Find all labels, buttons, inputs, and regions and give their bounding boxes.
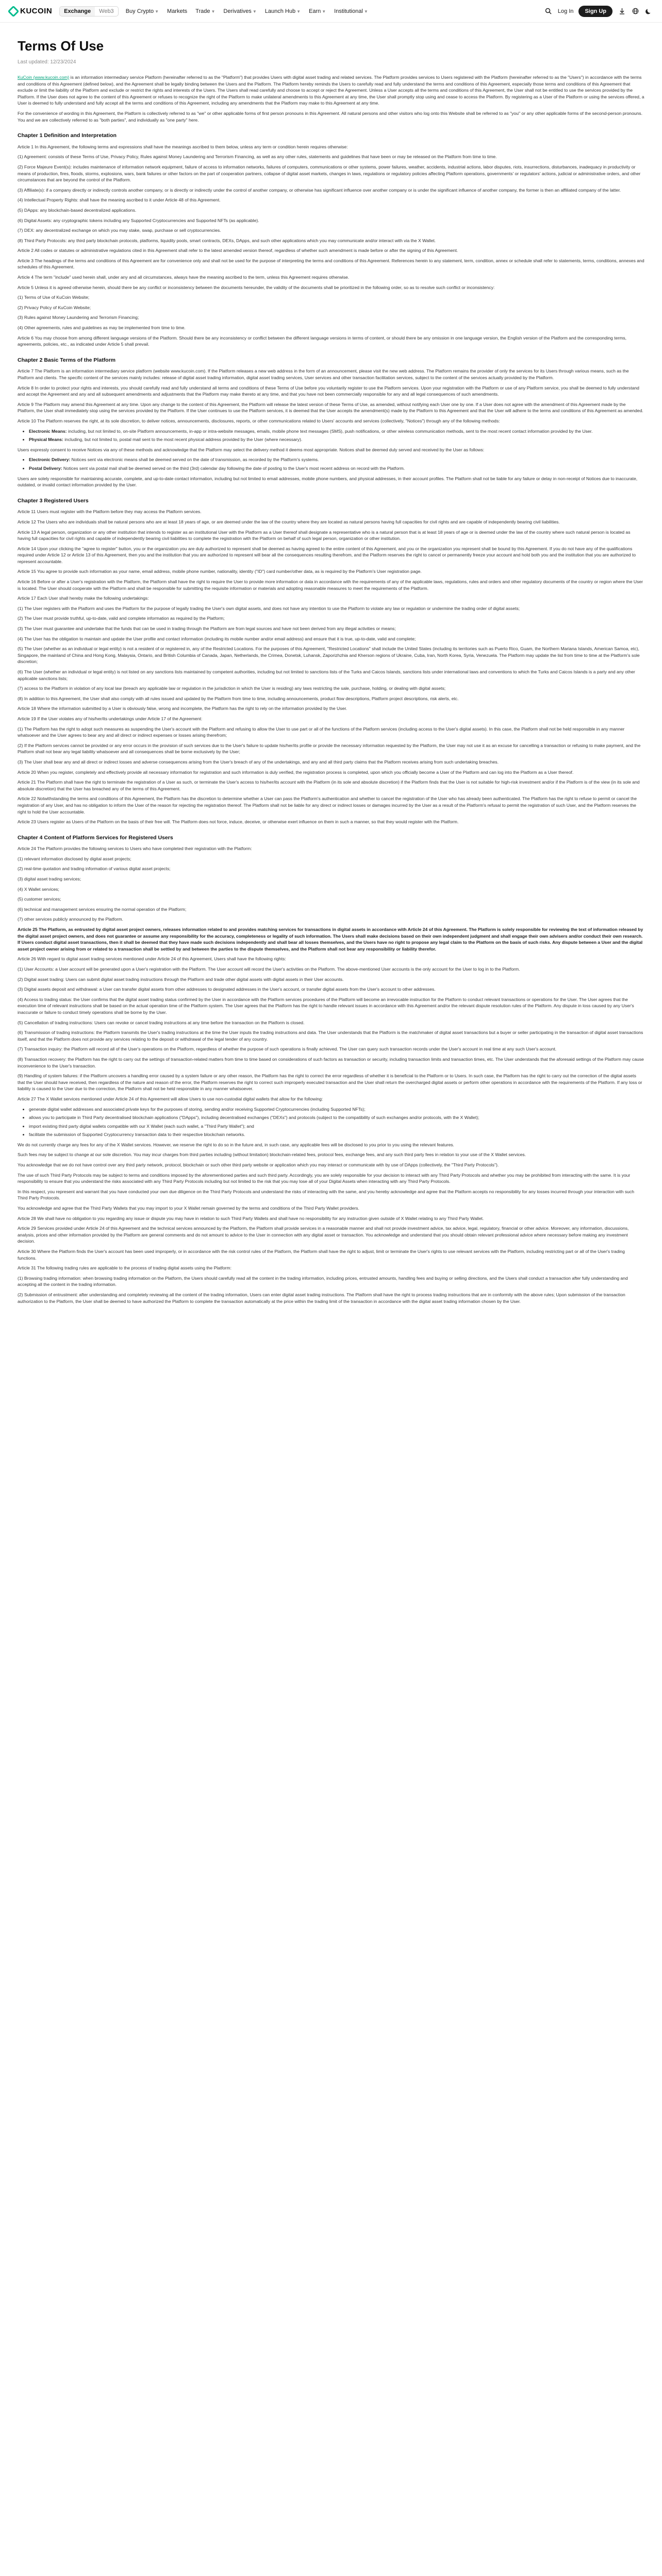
wallet-features-list <box>29 1106 644 1138</box>
paragraph: (1) Browsing trading information: when browsing trading information on the Platform, the Users should carefully read all the content in the trading information, including prices, entrusted amounts, handling fees and buying or selling directions, and the Users shall conduct a transaction after fully understanding and accepting all the content in the trading information. <box>18 1275 628 1287</box>
kucoin-logo-icon <box>8 5 20 17</box>
sections-container <box>18 132 644 1304</box>
paragraph: (3) digital asset trading services; <box>18 876 81 882</box>
page-title: Terms Of Use <box>18 38 104 54</box>
top-navigation-bar <box>0 0 662 23</box>
paragraph: Article 30 Where the Platform finds the User's account has been used improperly, or in accordance with the risk control rules of the Platform, the Platform shall have the right to adjust, limit or terminate the User's rights to use relevant services with the Platform, including restricting part or all of the User's trading functions. <box>18 1249 625 1261</box>
last-updated: Last updated: 12/23/2024 <box>18 59 76 65</box>
auth-area <box>544 6 653 17</box>
nav-earn-label: Earn <box>308 8 321 14</box>
list-item-text: Notices sent via postal mail shall be deemed served on the third (3rd) calendar day following the date of posting to the User's most recent address on record with the Platform. <box>63 465 405 471</box>
paragraph: Article 3 The headings of the terms and conditions of this Agreement are for convenience only and shall not be used for the purpose of interpreting the terms and conditions of this Agreement. References herein to any statement, term, condition, annex or schedule shall refer to statements, terms, conditions, annexes and schedules of this Agreement. <box>18 258 644 270</box>
chevron-down-icon: ▼ <box>155 9 159 14</box>
paragraph: Article 16 Before or after a User's registration with the Platform, the Platform shall have the right to require the User to provide more information or data in accordance with the requirements of any of the applicable laws, regulations, rules and orders and other regulatory documents of the country or region where the User is located. The User should cooperate with the Platform and shall be responsible for submitting the requisite information or materials and adopting reasonable measures to meet the requirements of the Platform. <box>18 579 643 591</box>
paragraph: (5) customer services; <box>18 896 61 902</box>
paragraph: Article 11 Users must register with the Platform before they may access the Platform services. <box>18 509 202 515</box>
section-heading: Chapter 3 Registered Users <box>18 497 89 504</box>
nav-markets[interactable]: Markets <box>167 8 188 14</box>
chevron-down-icon: ▼ <box>363 9 368 14</box>
section-heading: Chapter 4 Content of Platform Services for Registered Users <box>18 834 173 841</box>
paragraph: (2) Submission of entrustment: after understanding and completely reviewing all the content of the trading information, Users can enter digital asset trading instructions. The Platform shall have the right to process trading instructions that are in conformity with the above rules; Upon submission of the transaction authorization to the Platform, the User shall be deemed to have authorized the Platform to complete the transaction automatically at the price within the trading limit of the transaction in accordance with the digital asset trading information chosen by the User. <box>18 1292 625 1304</box>
paragraph: (3) Digital assets deposit and withdrawal: a User can transfer digital assets from other addresses to designated addresses in the User's account, or transfer digital assets from the User's account to other addresses. <box>18 987 436 992</box>
paragraph: (3) The User shall bear any and all direct or indirect losses and adverse consequences arising from the User's breach of any of the undertakings, and any and all third party claims that the Platform receives arising from such undertaking breaches. <box>18 759 499 765</box>
paragraph: (3) Affiliate(s): if a company directly or indirectly controls another company, or is directly or indirectly under the control of another company, or otherwise has significant influence over another company or is under the significant influence of another company, the former is then an affiliated company of the latter. <box>18 187 621 193</box>
paragraph: (1) User Accounts: a User account will be generated upon a User's registration with the Platform. The User account will record the User's activities on the Platform. The above-mentioned User accounts is the only account for the User to log in to the Platform. <box>18 967 520 972</box>
paragraph: (2) If the Platform services cannot be provided or any error occurs in the provision of such services due to the User's failure to update his/her/its profile or provide the necessary information requested by the Platform, the User may not use it as an excuse for cancelling a transaction or refusing to make payment, and the Platform shall not bear any legal liability whatsoever and all consequences shall be borne exclusively by the User; <box>18 742 641 755</box>
paragraph: Article 17 Each User shall hereby make the following undertakings: <box>18 596 149 601</box>
paragraph: Article 31 The following trading rules are applicable to the process of trading digital assets using the Platform: <box>18 1265 231 1271</box>
paragraph: (4) Access to trading status: the User confirms that the digital asset trading status confirmed by the User in accordance with the Platform services procedures of the Platform will become an irrevocable instruction for the Platform to conduct relevant transactions or operations for the User. The User agrees that the execution time of relevant instructions shall be based on the actual operation time of the Platform system. The User agrees that the Platform has the right to handle relevant issues in accordance with this Agreement and/or the relevant dispute resolution rules of the Platform. Any dispute in loss caused by any User's inaccurate or failure to conduct timely operations shall be borne by the User. <box>18 996 634 1015</box>
paragraph: (7) other services publicly announced by the Platform. <box>18 917 123 922</box>
paragraph: (1) Agreement: consists of these Terms of Use, Privacy Policy, Rules against Money Laundering and Terrorism Financing, as well as any other rules, statements and guidelines that have been or may be released on the Platform from time to time. <box>18 154 497 160</box>
paragraph: (7) Transaction inquiry: the Platform will record all of the User's operations on the Platform, regardless of whether the purpose of such operations is finally achieved. The User can query such transaction records under the User's account in real time at any such User's account. <box>18 1046 557 1052</box>
paragraph: You acknowledge and agree that the Third Party Wallets that you may import to your X Wallet remain governed by the terms and conditions of the Third Party Wallet providers. <box>18 1206 359 1211</box>
list-item: • generate digital wallet addresses and associated private keys for the purposes of storing, sending and/or receiving Supported Cryptocurrencies (including Supported NFTs); <box>29 1106 644 1113</box>
paragraph: Article 19 If the User violates any of his/her/its undertakings under Article 17 of the Agreement: <box>18 716 203 721</box>
paragraph: Article 1 In this Agreement, the following terms and expressions shall have the meanings ascribed to them below, unless any term or condition herein requires otherwise: <box>18 144 348 149</box>
list-item: • import existing third party digital wallets compatible with our X Wallet (each such wallet, a "Third Party Wallet"); and <box>29 1123 644 1130</box>
paragraph: Article 7 The Platform is an information intermediary service platform (website www.kucoin.com). If the Platform releases a new web address in the form of an announcement, please visit the new web address. The Platform remains the provider of only the services for its Users through various means, such as the Platform and clients. The specific content of the services mainly includes: release of digital asset trading information, digital asset trading services, User services and other transaction facilitation services, subject to the content of the services actually provided by the Platform. <box>18 368 629 380</box>
list-item: • facilitate the submission of Supported Cryptocurrency transaction data to their respective blockchain networks. <box>29 1131 644 1138</box>
paragraph: (3) Rules against Money Laundering and Terrorism Financing; <box>18 315 139 320</box>
bold-paragraph: Article 25 The Platform, as entrusted by digital asset project owners, releases information related to and provides matching services for transactions in digital assets in accordance with Article 24 of this Agreement. The Platform is solely responsible for reviewing the text of information released by the digital asset project owners, and does not guarantee or assume any responsibility for the accuracy, completeness or legality of such information. The Users shall make decisions based on their own independent judgment and shall engage their own advisers and/or conduct their own research. If Users conduct digital asset transactions, then it shall be deemed that they have made such decisions independently and shall bear all losses themselves, and the Users have no right to propose any legal claim to the Platform on the basis of such risks. Any dispute between a User and the digital asset project owner arising from or related to a transaction shall be settled by and between the parties to the dispute themselves, and the Platform shall not bear any responsibility or liability therefor. <box>18 927 643 952</box>
list-item-text: Notices sent via electronic means shall be deemed served on the date of transmission, as recorded by the Platform's systems. <box>71 457 319 463</box>
paragraph: Users expressly consent to receive Notices via any of these methods and acknowledge that the Platform may select the delivery method it deems most appropriate. Notices shall be deemed duly served and received by the User as follows: <box>18 447 485 452</box>
list-item-label: Postal Delivery: <box>29 465 63 471</box>
paragraph: We do not currently charge any fees for any of the X Wallet services. However, we reserve the right to do so in the future and, in such case, any applicable fees will be disclosed to you prior to you using the relevant features. <box>18 1142 454 1147</box>
paragraph: Article 10 The Platform reserves the right, at its sole discretion, to deliver notices, announcements, disclosures, reports, or other communications related to Users' accounts and services (collectively, "Notices") through any of the following methods: <box>18 418 500 423</box>
chevron-down-icon: ▼ <box>296 9 301 14</box>
paragraph: Article 8 In order to protect your rights and interests, you should carefully read and fully understand all terms and conditions of these Terms of Use before you voluntarily register to use the Platform services. Upon your registration with the Platform or use of any Platform service, you shall be deemed to fully understand and accept the Agreement and any and all subsequent amendments and adjustments that the Platform may make thereto at any time, and that you have not been commercially responsible for any and all legal consequences of such amendments. <box>18 385 639 397</box>
list-item <box>29 428 644 435</box>
kucoin-site-link[interactable]: KuCoin (www.kucoin.com) <box>18 75 70 80</box>
globe-icon[interactable] <box>631 7 639 15</box>
paragraph: Article 15 You agree to provide such information as your name, email address, mobile phone number, nationality, identity ("ID") card number/other data, as is required by the Platform's User registration page. <box>18 569 422 574</box>
list-item: • allows you to participate in Third Party decentralised blockchain applications ("DApps"), including decentralised exchanges ("DEXs") and protocols (subject to the compatibility of such exchanges and/or protocols, with the X Wallet); <box>29 1114 644 1121</box>
paragraph: (4) Other agreements, rules and guidelines as may be implemented from time to time. <box>18 325 186 331</box>
terms-body <box>18 74 644 1304</box>
nav-buy-crypto[interactable] <box>126 8 159 14</box>
list-item-text: including, but not limited to, on-site Platform announcements, in-app or intra-website messages, emails, mobile phone text messages (SMS), push notifications, or other wireless communication methods, sent to the most recent contact information provided by the User. <box>68 428 593 434</box>
notice-methods-list <box>29 428 644 443</box>
list-item-label: Physical Means: <box>29 437 65 443</box>
paragraph: (6) technical and management services ensuring the normal operation of the Platform; <box>18 906 187 912</box>
list-item <box>29 465 644 472</box>
nav-launch-hub[interactable] <box>265 8 301 14</box>
nav-earn[interactable] <box>309 8 326 14</box>
paragraph: (7) DEX: any decentralized exchange on which you may stake, swap, purchase or sell cryptocurrencies. <box>18 228 221 233</box>
login-link[interactable]: Log In <box>557 8 574 14</box>
paragraph: (2) Force Majeure Event(s): includes maintenance of information network equipment, failure of access to information networks, failures of computers, communications or other systems, power failures, weather, accidents, industrial actions, labor disputes, riots, insurrections, disturbances, inadequacy in productivity or means of production, fires, floods, storms, explosions, wars, bank failures or other factors on the part of cooperation partners, collapse of digital asset markets, changes in laws, regulations or regulatory policies affecting Platform operations, governments' or regulators' actions, judicial or administrative orders, and other circumstances that are beyond the control of the Platform. <box>18 164 641 183</box>
paragraph: (8) In addition to this Agreement, the User shall also comply with all rules issued and updated by the Platform from time to time, including announcements, product flow descriptions, Platform project descriptions, risk alerts, etc. <box>18 696 459 701</box>
paragraph: The use of such Third Party Protocols may be subject to terms and conditions imposed by the aforementioned parties and such third party. Accordingly, you are solely responsible for your decision to interact with any Third Party Protocols and whether you may be prohibited from interacting with the same. It is your responsibility to ensure that you understand the risks associated with any Third Party Protocols including but not limited to the risk that you may lose all of your Digital Assets when interacting with any Third Party Protocols. <box>18 1172 631 1184</box>
paragraph: (6) Transmission of trading instructions: the Platform transmits the User's trading instructions at the time the User inputs the trading instructions and data. The User understands that the Platform is the matchmaker of digital asset transactions but a buyer or seller participating in the transaction of digital asset transactions itself, and that the Platform does not provide any services relating to the deposit or withdrawal of the legal tender of any country. <box>18 1030 643 1042</box>
paragraph: (2) The User must provide truthful, up-to-date, valid and complete information as required by the Platform; <box>18 616 225 621</box>
paragraph: (6) The User (whether an individual or legal entity) is not listed on any sanctions lists maintained by competent authorities, including but not limited to sanctions lists of the Turks and Caicos Islands, sanctions lists under international laws and conventions to which the Turks and Caicos Islands is a party and any other applicable sanctions lists; <box>18 669 635 681</box>
paragraph: Article 22 Notwithstanding the terms and conditions of this Agreement, the Platform has the discretion to determine whether a User can pass the Platform's authentication and whether to cancel the registration of the User who has already been authenticated. The Platform has the right to refuse to permit or cancel the registration of any User, and has no obligation to inform the User of the reason for rejecting the registration thereof. The Platform shall not be liable for any direct or indirect losses or damages incurred by the User as a result of the Platform's refusal to permit the registration of such User, and the Platform reserves the right to hold the User accountable. <box>18 796 637 815</box>
main-nav <box>126 8 368 14</box>
paragraph: Article 21 The Platform shall have the right to terminate the registration of a User as such, or terminate the User's access to his/her/its account with the Platform (in its sole and absolute discretion) if the Platform finds that the User is not suitable for high-risk investment and/or if the Platform is of the view (in its sole and absolute discretion) that the User has breached any of the terms of this Agreement. <box>18 779 640 791</box>
terms-content-area <box>0 23 662 1304</box>
paragraph: (7) access to the Platform in violation of any local law (breach any applicable law or regulation in the jurisdiction in which the User is residing) any laws restricting the sale, purchase, holding, or dealing with digital assets; <box>18 686 446 691</box>
theme-toggle-icon[interactable] <box>644 7 653 15</box>
list-item <box>29 456 644 463</box>
paragraph: Article 20 When you register, completely and effectively provide all necessary information for registration and such information is duly verified, the registration process is completed, upon which you officially become a User of the Platform and can log into the Platform as a User thereof. <box>18 769 574 775</box>
nav-trade-label: Trade <box>195 8 210 14</box>
paragraph: Article 14 Upon your clicking the "agree to register" button, you or the organization you are duly authorized to represent shall be deemed as having agreed to the entire content of this Agreement, and you or the organization you represent shall be bound by this Agreement. If you do not have any of the qualifications required under Article 12 or Article 13 of this Agreement, then you and the institution that you are authorized to represent will bear all the consequences resulting therefrom, and the Platform reserves the right to cancel or permanently freeze your account and hold both you and the institution that you are authorized to represent accountable. <box>18 546 636 564</box>
paragraph: (2) real-time quotation and trading information of various digital asset projects; <box>18 866 171 872</box>
list-item-label: Electronic Delivery: <box>29 457 72 463</box>
kucoin-logo[interactable] <box>9 7 52 15</box>
paragraph: (3) The User must guarantee and undertake that the funds that can be used in trading through the Platform are from legal sources and have not been derived from any illegal activities or means; <box>18 626 396 632</box>
paragraph: Article 27 The X Wallet services mentioned under Article 24 of this Agreement will allow Users to use non-custodial digital wallets that allow for the following: <box>18 1096 323 1101</box>
segment-web3[interactable]: Web3 <box>99 8 114 14</box>
search-icon[interactable] <box>544 7 553 15</box>
paragraph: (6) Digital Assets: any cryptographic tokens including any Supported Cryptocurrencies and Supported NFTs (as applicable). <box>18 217 259 223</box>
intro-paragraph: For the convenience of wording in this Agreement, the Platform is collectively referred to as "we" or other applicable forms of first person pronouns in this Agreement. All natural persons and other visitors who log onto this Website shall be referred to as "you" or any other applicable forms of the second-person pronouns. You and we are collectively referred to as "both parties", and individually as "one party" here. <box>18 110 642 123</box>
paragraph: (5) Cancellation of trading instructions: Users can revoke or cancel trading instructions at any time before the transaction on the Platform is closed. <box>18 1020 305 1025</box>
paragraph: Article 13 A legal person, organization or any other institution that intends to register as an institutional User with the Platform as a User thereof shall designate a representative who is a natural person that is at least 18 years of age or is deemed under the law of the country where such natural person is located as having full capacities for civil rights and capable of independently bearing civil liabilities to complete the registration with the Platform on behalf of such legal person, organization or other institution. <box>18 529 631 541</box>
paragraph: Article 29 Services provided under Article 24 of this Agreement and the technical services announced by the Platform, the Platform shall provide services in a reasonable manner and shall not provide investment advice, tax advice, legal, regulatory, financial or other advice. Moreover, any information, discussions, analysis, prices and other information provided by the Platform are general comments and do not amount to advice to the User in connection with any digital asset or transaction. You acknowledge and understand that you should obtain relevant professional advice where necessary before making any investment decision. <box>18 1226 629 1244</box>
list-item <box>29 436 644 443</box>
paragraph: Article 4 The term "include" used herein shall, under any and all circumstances, always have the meaning ascribed to the term, unless this Agreement requires otherwise. <box>18 275 350 280</box>
nav-derivatives[interactable] <box>223 8 256 14</box>
segment-exchange[interactable]: Exchange <box>60 7 95 16</box>
nav-institutional[interactable] <box>334 8 368 14</box>
paragraph: (4) The User has the obligation to maintain and update the User profile and contact information (including its mobile number and/or email address) and ensure that it is true, up-to-date, valid and complete; <box>18 636 416 641</box>
paragraph: Article 26 With regard to digital asset trading services mentioned under Article 24 of this Agreement, Users shall have the following rights: <box>18 956 286 962</box>
paragraph: (9) Handling of system failures: if the Platform uncovers a handling error caused by a system failure or any other reason, the Platform has the right to correct the error regardless of whether it is beneficial to the Platform or to Users. In such case, the Platform has the right to carry out the correction of the digital assets that the User should have received, then regardless of the nature and reason of the error, the Platform reserves the right to correct such improperly executed transaction and the User shall return the overcharged digital assets or perform other operations in accordance with the requirements of the Platform. If any loss or liability is caused to the User due to the correction, the Platform shall not be held responsible in any manner whatsoever. <box>18 1073 642 1092</box>
paragraph: (8) Third Party Protocols: any third party blockchain protocols, platforms, liquidity pools, smart contracts, DEXs, DApps, and such other applications which you may communicate and/or interact with via the X Wallet. <box>18 238 436 243</box>
download-icon[interactable] <box>618 7 626 15</box>
nav-trade[interactable] <box>195 8 215 14</box>
chevron-down-icon: ▼ <box>252 9 257 14</box>
paragraph: (1) The User registers with the Platform and uses the Platform for the purpose of legally trading the User's own digital assets, and does not have any intention to use the Platform to violate any law or regulation or undermine the trading order of digital assets; <box>18 605 520 611</box>
paragraph: Article 18 Where the information submitted by a User is obviously false, wrong and incomplete, the Platform has the right to rely on the information provided by the User. <box>18 706 347 711</box>
chevron-down-icon: ▼ <box>211 9 216 14</box>
nav-institutional-label: Institutional <box>334 8 363 14</box>
section-heading: Chapter 2 Basic Terms of the Platform <box>18 357 116 363</box>
paragraph: (1) Terms of Use of KuCoin Website; <box>18 295 90 300</box>
paragraph: Article 5 Unless it is agreed otherwise herein, should there be any conflict or inconsistency between the documents hereunder, the validity of the documents shall be prioritized in the following order, so as to resolve such conflict or inconsistency: <box>18 284 495 290</box>
paragraph: In this respect, you represent and warrant that you have conducted your own due diligence on the Third Party Protocols and understand the risks of interacting with the same, and you hereby acknowledge and agree that the Platform accepts no responsibility for any losses incurred through your interaction with such Third Party Protocols. <box>18 1189 635 1201</box>
paragraph: Article 24 The Platform provides the following services to Users who have completed their registration with the Platform: <box>18 846 252 852</box>
chevron-down-icon: ▼ <box>322 9 326 14</box>
nav-derivatives-label: Derivatives <box>223 8 252 14</box>
paragraph: (1) relevant information disclosed by digital asset projects; <box>18 856 131 861</box>
paragraph: Article 2 All codes or statutes or administrative regulations cited in this Agreement shall refer to the latest amended version thereof, regardless of whether such amendment is made before or after the signing of this Agreement. <box>18 248 458 253</box>
paragraph: Article 12 The Users who are individuals shall be natural persons who are at least 18 years of age, or are deemed under the law of the country where they are located as natural persons having full capacities for civil rights and are capable of independently bearing civil liabilities. <box>18 519 560 524</box>
paragraph: (4) X Wallet services; <box>18 886 59 892</box>
paragraph: (4) Intellectual Property Rights: shall have the meaning ascribed to it under Article 48 of this Agreement. <box>18 197 221 203</box>
paragraph: Article 6 You may choose from among different language versions of the Platform. Should there be any inconsistency or conflict between the different language versions in terms of content, or should there be any omission in one language version, the English version of the Platform and the corresponding terms, agreements, policies, etc., as indicated under Article 5 shall prevail. <box>18 335 627 347</box>
paragraph: You acknowledge that we do not have control over any third party network, protocol, blockchain or such other third party website or application which you may interact or communicate with by use of DApps (collectively, the "Third Party Protocols"). <box>18 1162 499 1168</box>
paragraph: (5) The User (whether as an individual or legal entity) is not a resident of or registered in, any of the Restricted Locations. For the purposes of this Agreement, "Restricted Locations" shall include the United States (including its territories such as Puerto Rico, Guam, the Northern Mariana Islands, American Samoa, etc), Singapore, the mainland of China and Hong Kong, Malaysia, Ontario, and British Columbia of Canada, Japan, Netherlands, the Crimea, Donetsk, Luhansk, Zaporizhzhia and Kherson regions of Ukraine, Cuba, Iran, North Korea, Syria, Venezuela. The Platform may update the list from time to time at the Platform's sole discretion; <box>18 646 640 665</box>
brand-name: KUCOIN <box>20 7 53 15</box>
paragraph: Article 9 The Platform may amend this Agreement at any time. Upon any change to the content of this Agreement, the Platform will release the latest version of these Terms of Use, as amended, without notifying each User one by one. If a User does not agree with the amendment of this Agreement made by the Platform, the User shall immediately stop using the services provided by the Platform. If the User continues to use the Platform services, it is deemed that the User accepts the amendment(s) made by the Platform to this Agreement and that the User will adhere to the terms and conditions of this Agreement as amended. <box>18 401 643 414</box>
paragraph: Such fees may be subject to change at our sole discretion. You may incur charges from third parties including (without limitation) blockchain-related fees, protocol fees, exchange fees, and any such third party fees in relation to your use of the X Wallet services. <box>18 1152 526 1158</box>
intro-paragraph: KuCoin (www.kucoin.com) is an information intermediary service Platform (hereinafter referred to as the "Platform") that provides Users with digital asset trading and related services. The Platform provides services to Users registered with the Platform (hereinafter referred to as the "Users") in accordance with the terms and conditions of this Agreement (defined below), and the Agreement shall be legally binding between the Users and the Platform. The Platform hereby reminds the Users to carefully read and fully understand the terms and conditions of this Agreement, especially those terms and conditions of this Agreement that exclude or limit the liability of the Platform and exclude or restrict the rights and interests of the Users. The Users shall read carefully and choose to accept or reject the Agreement. Unless a User accepts all the terms and conditions of this Agreement, the User shall not be entitled to use the services provided by the Platform. If the User does not agree to the content of this Agreement or refuses to recognize the right of the Platform to make unilateral amendments to this Agreement at any time, the User shall promptly stop using and cease to access the Platform. By registering as a User of the Platform or using the services offered, a User is deemed to fully understand and fully accept all the terms and conditions of this Agreement, including any amendments that the Platform may make to this Agreement at any time. <box>18 75 644 106</box>
paragraph: Article 28 We shall have no obligation to you regarding any issue or dispute you may have in relation to such Third Party Wallets and shall have no responsibility for any instruction given outside of X Wallet relating to any Third Party Wallet. <box>18 1215 484 1221</box>
paragraph: (2) Digital asset trading: Users can submit digital asset trading instructions through the Platform and trade other digital assets with digital assets in their User accounts. <box>18 976 344 982</box>
list-item-label: Electronic Means: <box>29 428 68 434</box>
nav-launch-hub-label: Launch Hub <box>264 8 296 14</box>
paragraph: (5) DApps: any blockchain-based decentralized applications. <box>18 207 137 213</box>
section-heading: Chapter 1 Definition and Interpretation <box>18 132 117 139</box>
paragraph: (2) Privacy Policy of KuCoin Website; <box>18 304 91 310</box>
paragraph: (1) The Platform has the right to adopt such measures as suspending the User's account with the Platform and refusing to allow the User to use part or all of the functions of the Platform services (including access to the User's digital assets). In this case, the Platform shall not be held responsible in any manner whatsoever and the User agrees to bear any and all direct or indirect expenses or losses arising therefrom; <box>18 726 625 738</box>
signup-button[interactable]: Sign Up <box>578 6 613 17</box>
paragraph: Article 23 Users register as Users of the Platform on the basis of their free will. The Platform does not force, induce, deceive, or otherwise exert influence on them in such a manner, so that they would register with the Platform. <box>18 819 459 825</box>
exchange-web3-switch <box>59 6 119 16</box>
nav-buy-crypto-label: Buy Crypto <box>125 8 154 14</box>
paragraph: (8) Transaction recovery: the Platform has the right to carry out the settings of transaction-related matters from time to time based on considerations of such factors as transaction or security, including transaction limits and transaction times, etc. The User understands that the aforesaid settings of the Platform may cause inconvenience to the User's transaction. <box>18 1056 644 1069</box>
notice-delivery-list <box>29 456 644 471</box>
paragraph: Users are solely responsible for maintaining accurate, complete, and up-to-date contact information, including but not limited to email addresses, mobile phone numbers, and physical addresses, in their account profiles. The Platform shall not be liable for any failure or delay in non-receipt of Notices due to inaccurate, outdated, or invalid contact information provided by the User. <box>18 476 638 488</box>
list-item-text: including, but not limited to, postal mail sent to the most recent physical address provided by the User (where necessary). <box>64 437 303 443</box>
